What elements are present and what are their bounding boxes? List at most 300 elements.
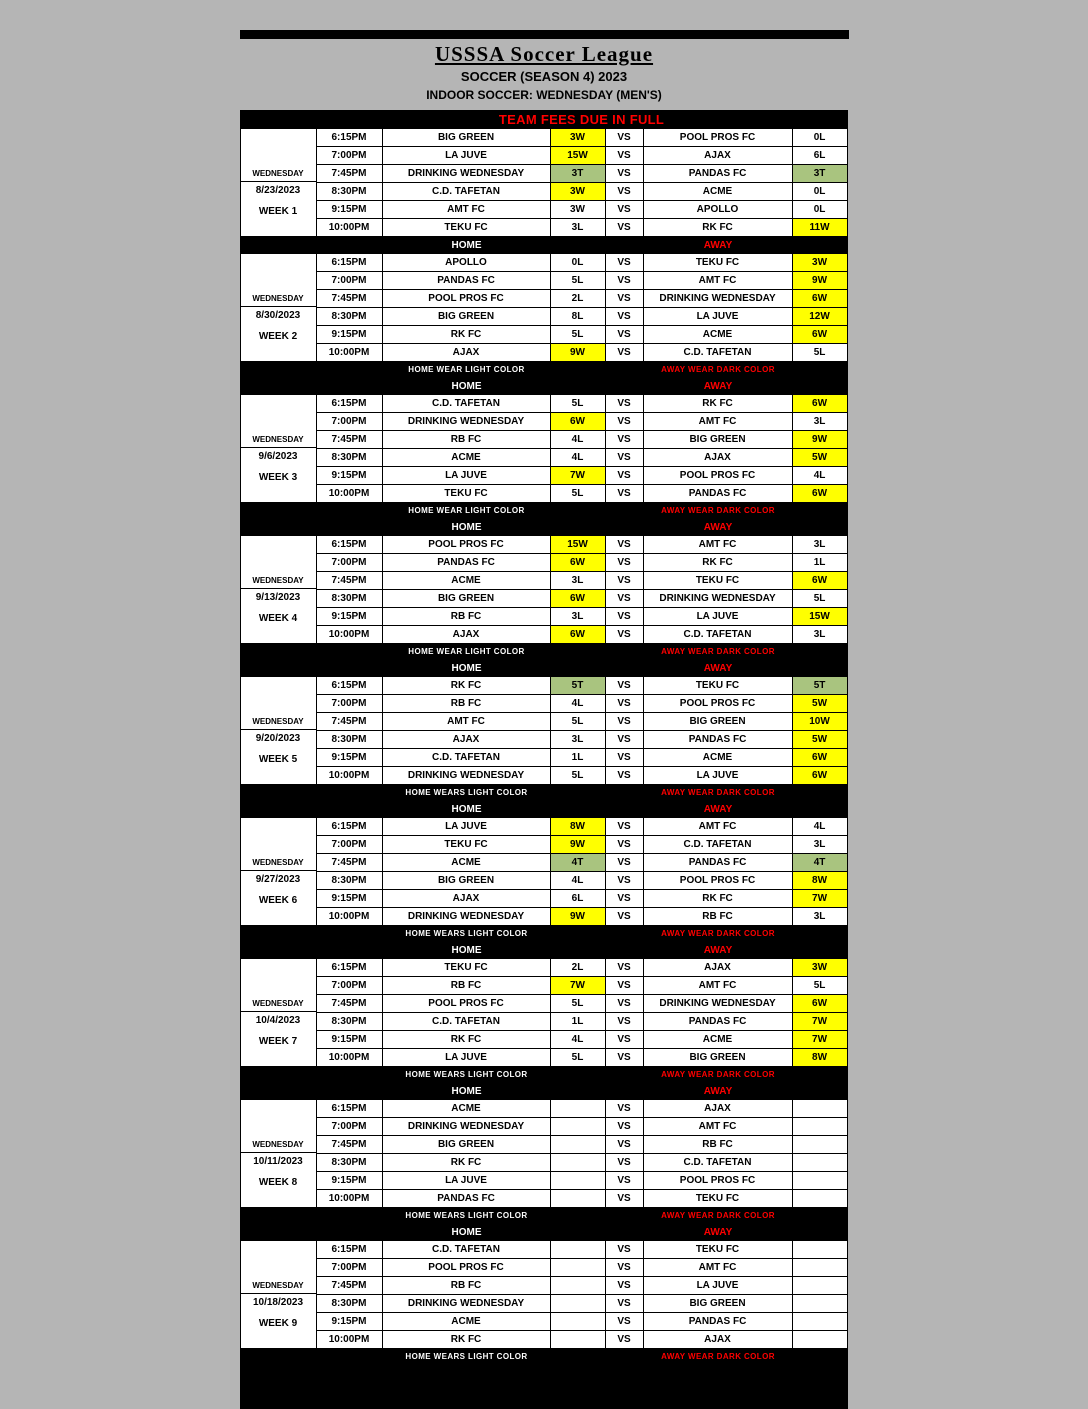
game-time: 6:15PM [316, 959, 382, 977]
home-score: 5L [550, 713, 605, 731]
home-header: HOME [451, 662, 482, 674]
home-score: 7W [550, 977, 605, 995]
week-label: WEEK 8 [258, 1177, 298, 1188]
game-time: 7:45PM [316, 1136, 382, 1154]
vs-label: VS [605, 413, 643, 431]
vs-label: VS [605, 890, 643, 908]
game-row [240, 1313, 847, 1331]
away-team: RK FC [643, 395, 792, 413]
away-score: 3T [792, 165, 847, 183]
vs-label: VS [605, 254, 643, 272]
bottom-filler [240, 1365, 847, 1409]
home-wear-note: HOME WEARS LIGHT COLOR [405, 1352, 528, 1361]
vs-label: VS [605, 908, 643, 926]
home-score: 8W [550, 818, 605, 836]
vs-label: VS [605, 395, 643, 413]
away-team: DRINKING WEDNESDAY [643, 590, 792, 608]
home-team: AMT FC [382, 713, 550, 731]
schedule-sheet [240, 0, 849, 1409]
away-wear-note: AWAY WEAR DARK COLOR [661, 1352, 775, 1361]
game-time: 9:15PM [316, 890, 382, 908]
game-row [240, 308, 847, 326]
home-score: 5L [550, 485, 605, 503]
home-score: 4T [550, 854, 605, 872]
away-score: 0L [792, 129, 847, 147]
schedule-table [240, 110, 848, 1409]
away-team: RK FC [643, 890, 792, 908]
vs-label: VS [605, 219, 643, 237]
vs-label: VS [605, 1100, 643, 1118]
away-team: AMT FC [643, 536, 792, 554]
home-score: 2L [550, 290, 605, 308]
week-label: WEEK 3 [258, 472, 298, 483]
game-row [240, 1190, 847, 1208]
home-team: BIG GREEN [382, 872, 550, 890]
home-score [550, 1241, 605, 1259]
game-time: 8:30PM [316, 590, 382, 608]
week-label: WEEK 1 [258, 206, 298, 217]
home-team: TEKU FC [382, 836, 550, 854]
away-team: BIG GREEN [643, 1295, 792, 1313]
home-team: LA JUVE [382, 818, 550, 836]
home-header: HOME [451, 1226, 482, 1238]
game-time: 8:30PM [316, 1295, 382, 1313]
wear-note-row [240, 503, 847, 519]
away-team: LA JUVE [643, 1277, 792, 1295]
game-row [240, 554, 847, 572]
game-row [240, 183, 847, 201]
vs-label: VS [605, 449, 643, 467]
away-team: AMT FC [643, 413, 792, 431]
away-score: 3L [792, 536, 847, 554]
day-label: WEDNESDAY [241, 854, 316, 871]
week-label: WEEK 4 [258, 613, 298, 624]
home-team: LA JUVE [382, 467, 550, 485]
game-time: 10:00PM [316, 626, 382, 644]
game-row [240, 1049, 847, 1067]
home-team: BIG GREEN [382, 1136, 550, 1154]
home-score: 7W [550, 467, 605, 485]
home-team: POOL PROS FC [382, 536, 550, 554]
away-team: APOLLO [643, 201, 792, 219]
home-header: HOME [451, 521, 482, 533]
game-row [240, 1331, 847, 1349]
home-away-row [240, 519, 847, 536]
away-score: 3L [792, 626, 847, 644]
away-team: AMT FC [643, 977, 792, 995]
home-score [550, 1277, 605, 1295]
home-team: POOL PROS FC [382, 290, 550, 308]
day-label: WEDNESDAY [241, 1136, 316, 1153]
home-team: POOL PROS FC [382, 995, 550, 1013]
date-label: 10/4/2023 [255, 1015, 301, 1026]
home-away-row [240, 1083, 847, 1100]
game-row [240, 908, 847, 926]
away-team: LA JUVE [643, 608, 792, 626]
vs-label: VS [605, 1259, 643, 1277]
away-score: 3L [792, 908, 847, 926]
home-score: 3T [550, 165, 605, 183]
top-black-bar [240, 30, 849, 39]
home-team: BIG GREEN [382, 129, 550, 147]
home-score [550, 1136, 605, 1154]
away-team: AMT FC [643, 1118, 792, 1136]
away-team: ACME [643, 326, 792, 344]
wear-note-row [240, 785, 847, 801]
game-time: 6:15PM [316, 129, 382, 147]
away-team: RB FC [643, 1136, 792, 1154]
home-team: TEKU FC [382, 485, 550, 503]
week-info-cell [240, 677, 316, 785]
home-away-row [240, 237, 847, 254]
game-time: 7:00PM [316, 836, 382, 854]
game-time: 6:15PM [316, 677, 382, 695]
game-row [240, 1241, 847, 1259]
vs-label: VS [605, 485, 643, 503]
game-row [240, 836, 847, 854]
game-row [240, 1013, 847, 1031]
vs-label: VS [605, 165, 643, 183]
home-team: AJAX [382, 890, 550, 908]
vs-label: VS [605, 1313, 643, 1331]
away-team: ACME [643, 1031, 792, 1049]
away-score: 5W [792, 449, 847, 467]
game-time: 9:15PM [316, 1031, 382, 1049]
vs-label: VS [605, 590, 643, 608]
away-team: DRINKING WEDNESDAY [643, 995, 792, 1013]
day-label: WEDNESDAY [241, 713, 316, 730]
home-team: BIG GREEN [382, 590, 550, 608]
away-score: 15W [792, 608, 847, 626]
game-time: 8:30PM [316, 308, 382, 326]
game-row [240, 1100, 847, 1118]
game-time: 8:30PM [316, 1154, 382, 1172]
away-score [792, 1241, 847, 1259]
away-score: 8W [792, 872, 847, 890]
schedule-body [240, 111, 847, 1409]
game-row [240, 977, 847, 995]
home-score: 6W [550, 413, 605, 431]
game-time: 7:45PM [316, 572, 382, 590]
home-score: 1L [550, 1013, 605, 1031]
away-score: 3L [792, 836, 847, 854]
wear-note-row [240, 362, 847, 378]
home-team: RB FC [382, 977, 550, 995]
away-score [792, 1136, 847, 1154]
date-label: 9/20/2023 [255, 733, 301, 744]
away-team: C.D. TAFETAN [643, 1154, 792, 1172]
home-score: 4L [550, 431, 605, 449]
vs-label: VS [605, 201, 643, 219]
away-score: 4T [792, 854, 847, 872]
vs-label: VS [605, 1049, 643, 1067]
game-time: 7:45PM [316, 713, 382, 731]
game-row [240, 890, 847, 908]
away-header: AWAY [703, 1085, 733, 1097]
game-time: 7:00PM [316, 977, 382, 995]
day-label: WEDNESDAY [241, 995, 316, 1012]
fees-banner: TEAM FEES DUE IN FULL [498, 112, 665, 127]
away-score [792, 1277, 847, 1295]
away-team: POOL PROS FC [643, 467, 792, 485]
home-team: ACME [382, 1100, 550, 1118]
away-score: 8W [792, 1049, 847, 1067]
game-time: 8:30PM [316, 872, 382, 890]
game-row [240, 201, 847, 219]
away-wear-note: AWAY WEAR DARK COLOR [661, 929, 775, 938]
game-time: 10:00PM [316, 344, 382, 362]
game-row [240, 1136, 847, 1154]
game-time: 9:15PM [316, 608, 382, 626]
vs-label: VS [605, 1013, 643, 1031]
home-wear-note: HOME WEARS LIGHT COLOR [405, 929, 528, 938]
wear-note-row [240, 1208, 847, 1224]
away-score [792, 1313, 847, 1331]
vs-label: VS [605, 1241, 643, 1259]
home-score: 5L [550, 395, 605, 413]
home-score: 3L [550, 572, 605, 590]
game-row [240, 713, 847, 731]
game-row [240, 1154, 847, 1172]
home-score: 5T [550, 677, 605, 695]
home-score: 15W [550, 147, 605, 165]
day-label: WEDNESDAY [241, 431, 316, 448]
home-score [550, 1313, 605, 1331]
game-time: 9:15PM [316, 201, 382, 219]
home-team: DRINKING WEDNESDAY [382, 165, 550, 183]
wear-note-row [240, 926, 847, 942]
fees-row [240, 111, 847, 129]
home-wear-note: HOME WEAR LIGHT COLOR [408, 365, 525, 374]
home-score: 1L [550, 749, 605, 767]
away-wear-note: AWAY WEAR DARK COLOR [661, 1070, 775, 1079]
away-score: 3L [792, 413, 847, 431]
away-score: 5W [792, 695, 847, 713]
game-time: 10:00PM [316, 1331, 382, 1349]
away-score: 7W [792, 1031, 847, 1049]
home-score: 3W [550, 129, 605, 147]
home-score: 15W [550, 536, 605, 554]
game-row [240, 590, 847, 608]
vs-label: VS [605, 977, 643, 995]
home-team: C.D. TAFETAN [382, 183, 550, 201]
away-team: ACME [643, 749, 792, 767]
away-team: PANDAS FC [643, 165, 792, 183]
game-time: 7:00PM [316, 695, 382, 713]
game-time: 7:45PM [316, 165, 382, 183]
game-time: 7:00PM [316, 413, 382, 431]
date-label: 9/13/2023 [255, 592, 301, 603]
game-row [240, 1031, 847, 1049]
game-time: 7:45PM [316, 995, 382, 1013]
vs-label: VS [605, 290, 643, 308]
home-score [550, 1172, 605, 1190]
away-wear-note: AWAY WEAR DARK COLOR [661, 788, 775, 797]
vs-label: VS [605, 677, 643, 695]
game-row [240, 731, 847, 749]
away-team: PANDAS FC [643, 485, 792, 503]
game-time: 6:15PM [316, 818, 382, 836]
home-team: C.D. TAFETAN [382, 395, 550, 413]
vs-label: VS [605, 995, 643, 1013]
vs-label: VS [605, 818, 643, 836]
home-score [550, 1190, 605, 1208]
home-score: 3L [550, 731, 605, 749]
away-team: POOL PROS FC [643, 872, 792, 890]
game-row [240, 165, 847, 183]
game-time: 7:45PM [316, 290, 382, 308]
week-label: WEEK 6 [258, 895, 298, 906]
game-time: 9:15PM [316, 1313, 382, 1331]
home-team: AJAX [382, 731, 550, 749]
game-time: 9:15PM [316, 326, 382, 344]
home-header: HOME [451, 1085, 482, 1097]
wear-note-row [240, 644, 847, 660]
week-label: WEEK 2 [258, 331, 298, 342]
vs-label: VS [605, 1031, 643, 1049]
home-score: 4L [550, 449, 605, 467]
home-wear-note: HOME WEARS LIGHT COLOR [405, 1070, 528, 1079]
game-row [240, 449, 847, 467]
away-score: 7W [792, 1013, 847, 1031]
date-label: 9/27/2023 [255, 874, 301, 885]
date-label: 9/6/2023 [258, 451, 298, 462]
game-row [240, 959, 847, 977]
home-score: 5L [550, 1049, 605, 1067]
away-team: PANDAS FC [643, 731, 792, 749]
home-score: 5L [550, 995, 605, 1013]
game-time: 6:15PM [316, 254, 382, 272]
away-score [792, 1100, 847, 1118]
week-label: WEEK 7 [258, 1036, 298, 1047]
game-row [240, 854, 847, 872]
home-team: DRINKING WEDNESDAY [382, 413, 550, 431]
week-info-cell [240, 959, 316, 1067]
week-info-cell [240, 129, 316, 237]
home-team: RB FC [382, 695, 550, 713]
week-info-cell [240, 395, 316, 503]
away-score: 5T [792, 677, 847, 695]
away-score [792, 1118, 847, 1136]
game-row [240, 129, 847, 147]
away-team: C.D. TAFETAN [643, 344, 792, 362]
away-score: 10W [792, 713, 847, 731]
game-row [240, 1118, 847, 1136]
week-label: WEEK 5 [258, 754, 298, 765]
game-row [240, 749, 847, 767]
game-time: 8:30PM [316, 183, 382, 201]
game-row [240, 431, 847, 449]
away-score [792, 1190, 847, 1208]
vs-label: VS [605, 1154, 643, 1172]
home-score [550, 1295, 605, 1313]
away-score: 6W [792, 290, 847, 308]
vs-label: VS [605, 1118, 643, 1136]
away-score: 3W [792, 959, 847, 977]
game-row [240, 326, 847, 344]
home-score: 5L [550, 326, 605, 344]
away-score: 6L [792, 147, 847, 165]
home-score: 8L [550, 308, 605, 326]
home-score: 2L [550, 959, 605, 977]
home-team: ACME [382, 449, 550, 467]
away-team: BIG GREEN [643, 431, 792, 449]
vs-label: VS [605, 308, 643, 326]
home-team: APOLLO [382, 254, 550, 272]
home-score: 6W [550, 554, 605, 572]
game-time: 7:00PM [316, 1118, 382, 1136]
game-row [240, 413, 847, 431]
game-time: 8:30PM [316, 731, 382, 749]
season-subtitle: SOCCER (SEASON 4) 2023 [460, 69, 628, 84]
home-score: 6W [550, 590, 605, 608]
home-away-row [240, 1224, 847, 1241]
home-team: DRINKING WEDNESDAY [382, 1295, 550, 1313]
game-time: 6:15PM [316, 395, 382, 413]
away-team: TEKU FC [643, 572, 792, 590]
home-team: PANDAS FC [382, 1190, 550, 1208]
home-team: LA JUVE [382, 1172, 550, 1190]
home-team: C.D. TAFETAN [382, 1013, 550, 1031]
away-score: 4L [792, 467, 847, 485]
away-team: AJAX [643, 1331, 792, 1349]
home-score: 6L [550, 890, 605, 908]
away-team: AJAX [643, 1100, 792, 1118]
vs-label: VS [605, 344, 643, 362]
game-row [240, 1295, 847, 1313]
game-row [240, 290, 847, 308]
home-team: C.D. TAFETAN [382, 749, 550, 767]
game-time: 10:00PM [316, 908, 382, 926]
vs-label: VS [605, 129, 643, 147]
game-row [240, 1259, 847, 1277]
vs-label: VS [605, 572, 643, 590]
day-label: WEDNESDAY [241, 572, 316, 589]
home-header: HOME [451, 239, 482, 251]
away-team: RK FC [643, 554, 792, 572]
away-score: 3W [792, 254, 847, 272]
away-score: 4L [792, 818, 847, 836]
home-team: RK FC [382, 1331, 550, 1349]
home-score: 3L [550, 219, 605, 237]
home-team: RB FC [382, 431, 550, 449]
home-wear-note: HOME WEARS LIGHT COLOR [405, 788, 528, 797]
game-row [240, 1277, 847, 1295]
vs-label: VS [605, 431, 643, 449]
game-time: 6:15PM [316, 1100, 382, 1118]
away-score: 1L [792, 554, 847, 572]
game-time: 10:00PM [316, 767, 382, 785]
game-time: 7:45PM [316, 854, 382, 872]
game-row [240, 344, 847, 362]
away-team: PANDAS FC [643, 854, 792, 872]
away-wear-note: AWAY WEAR DARK COLOR [661, 647, 775, 656]
home-away-row [240, 660, 847, 677]
away-team: AMT FC [643, 1259, 792, 1277]
away-score: 11W [792, 219, 847, 237]
day-label: WEDNESDAY [241, 290, 316, 307]
home-team: ACME [382, 854, 550, 872]
game-row [240, 219, 847, 237]
away-team: LA JUVE [643, 767, 792, 785]
game-time: 7:00PM [316, 147, 382, 165]
away-team: RB FC [643, 908, 792, 926]
away-score: 6W [792, 995, 847, 1013]
home-score: 4L [550, 872, 605, 890]
home-team: LA JUVE [382, 1049, 550, 1067]
vs-label: VS [605, 183, 643, 201]
game-time: 7:00PM [316, 554, 382, 572]
